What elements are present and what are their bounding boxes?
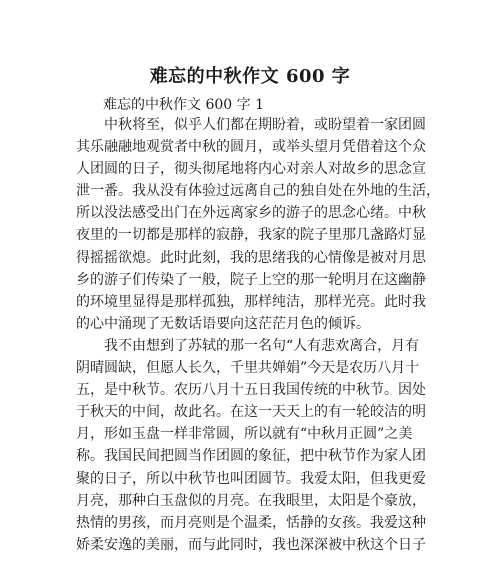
text-line: 称。我国民间把圆当作团圆的象征，把中秋节作为家人团 xyxy=(76,448,426,465)
text-line: 于秋天的中间，故此名。在这一天天上的有一轮皎洁的明 xyxy=(76,404,426,421)
text-line: 娇柔安逸的美丽，而与此同时，我也深深被中秋这个日子 xyxy=(76,536,426,553)
text-line: 泄一番。我从没有体验过远离自己的独自处在外地的生活， xyxy=(76,183,440,200)
text-line: 人团圆的日子，彻头彻尾地将内心对亲人对故乡的思念宣 xyxy=(76,161,426,178)
text-line: 其乐融融地观赏者中秋的圆月，或举头望月凭借着这个众 xyxy=(76,139,426,156)
document-title: 难忘的中秋作文 600 字 xyxy=(149,66,351,87)
text-line: 的环境里显得是那样孤独，那样纯洁，那样光亮。此时我 xyxy=(76,293,426,310)
text-line: 阴晴圆缺，但愿人长久，千里共婵娟”今天是农历八月十 xyxy=(76,360,420,377)
text-line: 中秋将至，似乎人们都在期盼着，或盼望着一家团圆 xyxy=(76,117,426,133)
text-line: 热情的男孩，而月亮则是个温柔，恬静的女孩。我爱这种 xyxy=(76,514,426,531)
text-line: 月，形如玉盘一样非常圆，所以就有“中秋月正圆”之美 xyxy=(76,426,413,443)
essay-heading: 难忘的中秋作文 600 字 1 xyxy=(103,97,264,113)
text-line: 的心中涌现了无数话语要向这茫茫月色的倾诉。 xyxy=(76,315,370,332)
text-line: 夜里的一切都是那样的寂静，我家的院子里那几盏路灯显 xyxy=(76,227,426,244)
text-line: 月亮，那种白玉盘似的月亮。在我眼里，太阳是个豪放， xyxy=(76,492,426,509)
text-line: 所以没法感受出门在外远离家乡的游子的思念心绪。中秋 xyxy=(76,205,426,222)
text-line: 聚的日子，所以中秋节也叫团圆节。我爱太阳，但我更爱 xyxy=(76,470,426,487)
text-line: 得摇摇欲熄。此时此刻，我的思绪我的心情像是被对月思 xyxy=(76,249,426,266)
text-line: 乡的游子们传染了一般，院子上空的那一轮明月在这幽静 xyxy=(76,271,426,288)
text-line: 五，是中秋节。农历八月十五日我国传统的中秋节。因处 xyxy=(76,382,426,399)
text-line: 我不由想到了苏轼的那一名句“人有悲欢离合，月有 xyxy=(76,337,420,354)
essay-body xyxy=(76,114,440,556)
